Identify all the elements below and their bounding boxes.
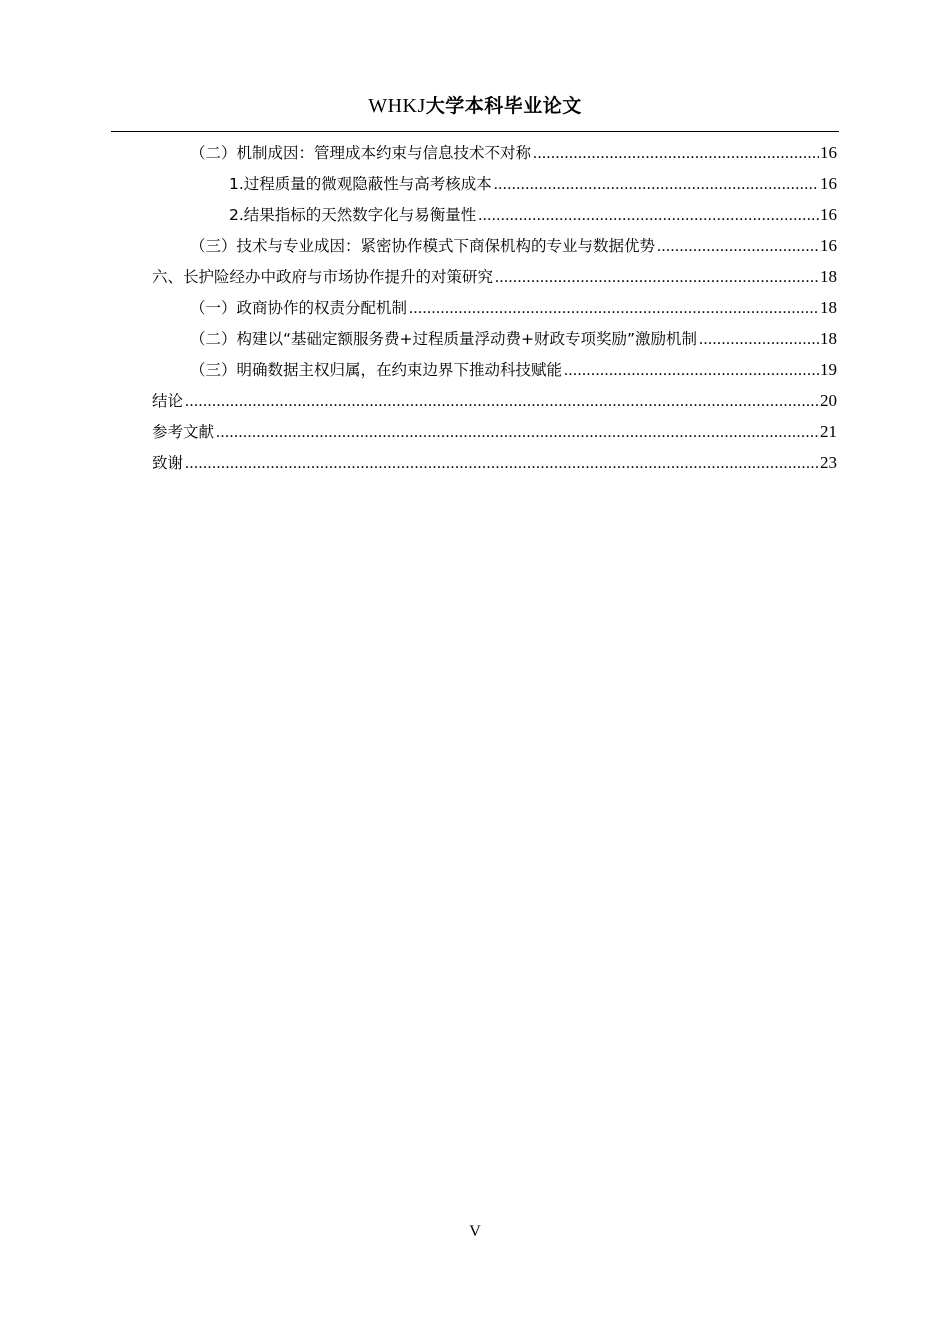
toc-leader-dots xyxy=(533,138,819,169)
toc-entry-title: 结论 xyxy=(152,392,184,410)
toc-leader-dots xyxy=(564,355,819,386)
toc-leader-dots xyxy=(495,262,819,293)
toc-entry[interactable] xyxy=(229,168,837,199)
toc-entry-page: 21 xyxy=(820,422,837,441)
toc-entry-title: 2.结果指标的天然数字化与易衡量性 xyxy=(229,206,477,224)
toc-leader-dots xyxy=(494,169,819,200)
toc-entry[interactable] xyxy=(229,199,837,230)
toc-entry[interactable] xyxy=(190,354,837,385)
toc-entry[interactable] xyxy=(190,137,837,168)
toc-entry-page: 18 xyxy=(820,298,837,317)
toc-entry-page: 16 xyxy=(820,174,837,193)
toc-entry[interactable] xyxy=(190,323,837,354)
toc-entry-page: 23 xyxy=(820,453,837,472)
toc-entry-title: 六、长护险经办中政府与市场协作提升的对策研究 xyxy=(152,268,494,286)
toc-entry[interactable] xyxy=(152,385,837,416)
toc-entry-title: 参考文献 xyxy=(152,423,215,441)
toc-entry-title: （三）技术与专业成因：紧密协作模式下商保机构的专业与数据优势 xyxy=(190,237,656,255)
toc-leader-dots xyxy=(216,417,819,448)
toc-entry-page: 16 xyxy=(820,205,837,224)
toc-entry-title: （三）明确数据主权归属，在约束边界下推动科技赋能 xyxy=(190,361,563,379)
toc-entry[interactable] xyxy=(190,292,837,323)
toc-leader-dots xyxy=(185,386,819,417)
toc-leader-dots xyxy=(657,231,819,262)
page-number: V xyxy=(469,1223,481,1240)
toc-entry-page: 18 xyxy=(820,329,837,348)
toc-entry-page: 16 xyxy=(820,143,837,162)
toc-leader-dots xyxy=(409,293,819,324)
toc-leader-dots xyxy=(699,324,819,355)
toc-entry-title: （一）政商协作的权责分配机制 xyxy=(190,299,408,317)
toc-entry-title: （二）构建以“基础定额服务费+过程质量浮动费+财政专项奖励”激励机制 xyxy=(190,330,698,348)
toc-entry-page: 18 xyxy=(820,267,837,286)
header-rule xyxy=(111,131,839,132)
header-prefix: WHKJ xyxy=(368,95,426,117)
toc-entry-title: （二）机制成因：管理成本约束与信息技术不对称 xyxy=(190,144,532,162)
toc-entry-page: 16 xyxy=(820,236,837,255)
toc-leader-dots xyxy=(478,200,819,231)
header-title: 大学本科毕业论文 xyxy=(425,95,582,117)
toc-entry-title: 1.过程质量的微观隐蔽性与高考核成本 xyxy=(229,175,492,193)
toc-entry-page: 20 xyxy=(820,391,837,410)
toc-entry[interactable] xyxy=(152,447,837,478)
toc-entry-page: 19 xyxy=(820,360,837,379)
toc-entry[interactable] xyxy=(152,261,837,292)
toc-entry-title: 致谢 xyxy=(152,454,184,472)
running-header xyxy=(0,94,950,118)
toc-entry[interactable] xyxy=(190,230,837,261)
toc-leader-dots xyxy=(185,448,819,479)
toc-entry[interactable] xyxy=(152,416,837,447)
